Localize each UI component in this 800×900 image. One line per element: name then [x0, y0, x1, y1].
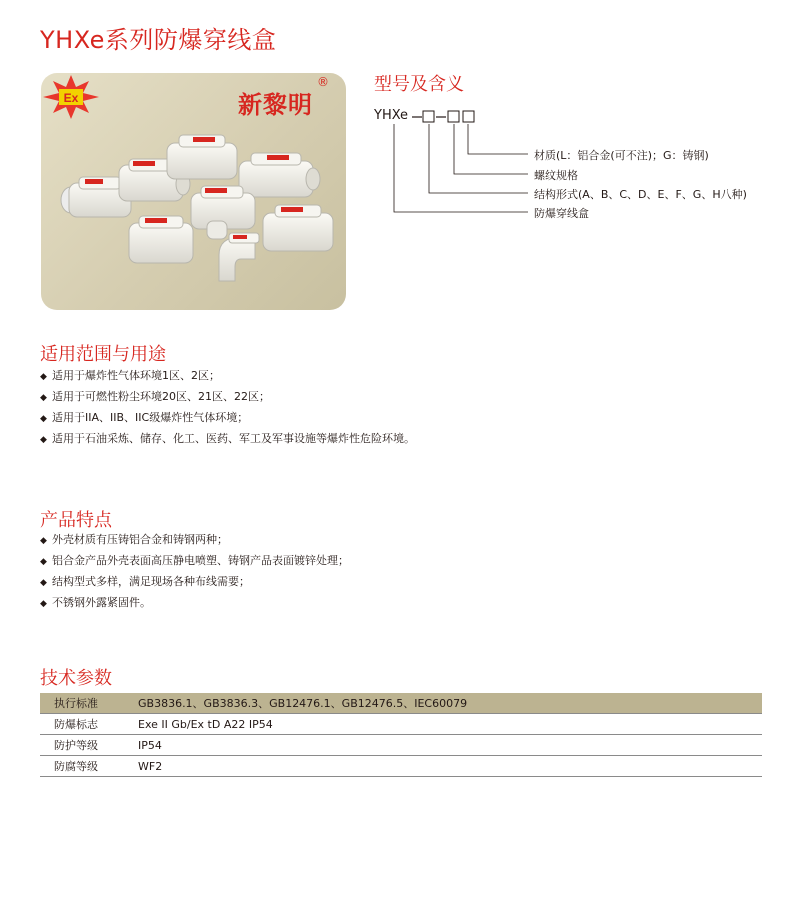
list-item	[40, 572, 349, 593]
list-item-text: 结构型式多样，满足现场各种布线需要；	[52, 575, 250, 588]
list-item-text: 铝合金产品外壳表面高压静电喷塑、铸钢产品表面镀锌处理；	[52, 554, 349, 567]
table-row	[40, 756, 762, 777]
brand-name: 新黎明	[238, 91, 313, 119]
list-item-text: 外壳材质有压铸铝合金和铸钢两种；	[52, 533, 228, 546]
table-row	[40, 735, 762, 756]
model-line-structure: 结构形式(A、B、C、D、E、F、G、H八种)	[534, 188, 747, 201]
param-value: Exe II Gb/Ex tD A22 IP54	[124, 714, 762, 735]
page-title: YHXe系列防爆穿线盒	[40, 26, 277, 54]
list-item	[40, 408, 415, 429]
bullet-icon: ◆	[40, 435, 47, 445]
list-item-text: 适用于石油采炼、储存、化工、医药、军工及军事设施等爆炸性危险环境。	[52, 432, 415, 445]
bullet-icon: ◆	[40, 578, 47, 588]
junction-box-6	[129, 216, 193, 263]
product-photo	[41, 73, 346, 310]
bullet-icon: ◆	[40, 536, 47, 546]
param-key: 防爆标志	[40, 714, 124, 735]
list-item-text: 适用于可燃性粉尘环境20区、21区、22区；	[52, 390, 270, 403]
model-heading: 型号及含义	[374, 74, 464, 95]
list-item	[40, 551, 349, 572]
list-item-text: 适用于爆炸性气体环境1区、2区；	[52, 369, 220, 382]
junction-box-7	[263, 205, 333, 251]
junction-box-5	[191, 186, 255, 239]
model-line-material: 材质(L：铝合金(可不注)；G：铸钢)	[534, 149, 709, 162]
junction-box-8	[219, 233, 259, 281]
junction-box-4	[239, 153, 320, 197]
ex-badge-label: Ex	[63, 91, 79, 105]
bullet-icon: ◆	[40, 557, 47, 567]
junction-box-3	[167, 135, 237, 179]
list-item-text: 不锈钢外露紧固件。	[52, 596, 151, 609]
model-line-thread: 螺纹规格	[534, 169, 578, 182]
tech-heading: 技术参数	[40, 668, 112, 689]
table-row	[40, 693, 762, 714]
list-item	[40, 593, 349, 614]
param-key: 防腐等级	[40, 756, 124, 777]
bullet-icon: ◆	[40, 414, 47, 424]
list-item	[40, 387, 415, 408]
scope-heading: 适用范围与用途	[40, 344, 166, 365]
registered-mark: ®	[317, 75, 329, 89]
list-item-text: 适用于IIA、IIB、IIC级爆炸性气体环境；	[52, 411, 249, 424]
tech-params-table	[40, 693, 762, 777]
scope-list	[40, 366, 415, 450]
param-value: IP54	[124, 735, 762, 756]
list-item	[40, 366, 415, 387]
bullet-icon: ◆	[40, 393, 47, 403]
bullet-icon: ◆	[40, 599, 47, 609]
list-item	[40, 429, 415, 450]
junction-boxes-illustration	[41, 73, 346, 310]
features-heading: 产品特点	[40, 510, 112, 531]
bullet-icon: ◆	[40, 372, 47, 382]
table-row	[40, 714, 762, 735]
model-code-prefix: YHXe	[374, 108, 409, 123]
list-item	[40, 530, 349, 551]
param-key: 防护等级	[40, 735, 124, 756]
features-list	[40, 530, 349, 614]
model-line-type: 防爆穿线盒	[534, 207, 589, 220]
param-key: 执行标准	[40, 693, 124, 714]
param-value: WF2	[124, 756, 762, 777]
param-value: GB3836.1、GB3836.3、GB12476.1、GB12476.5、IEC60079	[124, 693, 762, 714]
